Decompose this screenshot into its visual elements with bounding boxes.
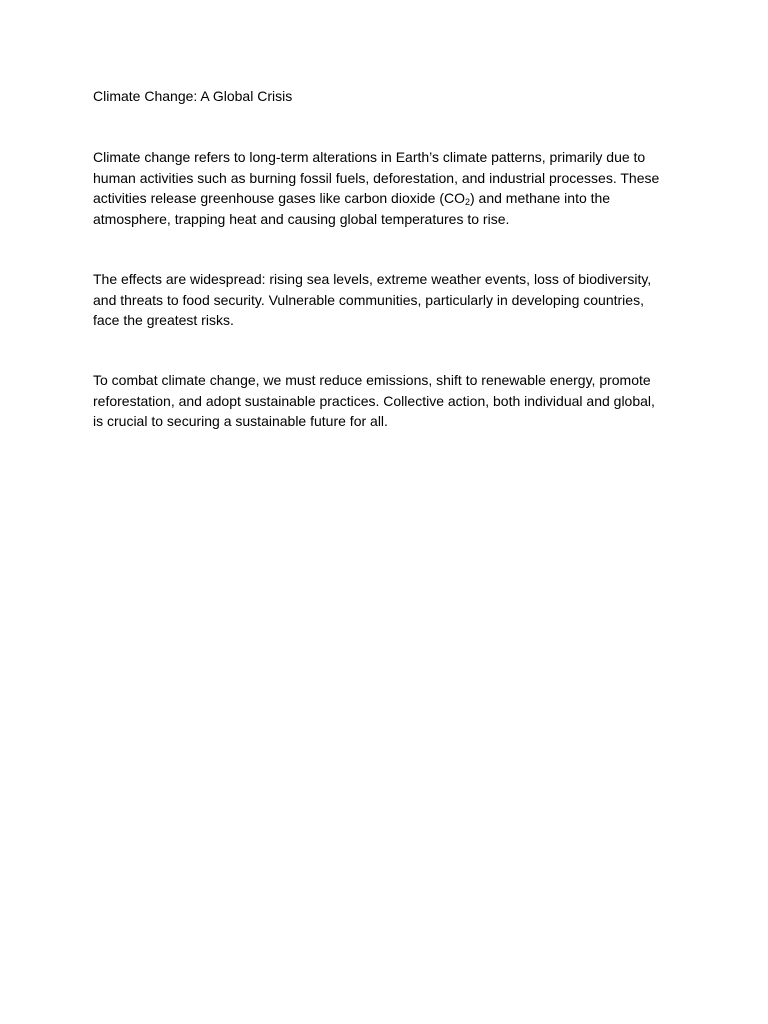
paragraph-effects bbox=[93, 269, 683, 331]
paragraph-line: and threats to food security. Vulnerable communities, particularly in developing countries, bbox=[93, 291, 644, 308]
subscript-two: 2 bbox=[464, 197, 470, 207]
line-text: activities release greenhouse gases like carbon dioxide (CO bbox=[93, 190, 465, 206]
paragraph-line: The effects are widespread: rising sea levels, extreme weather events, loss of biodiversity, bbox=[93, 271, 652, 287]
paragraph-line: face the greatest risks. bbox=[93, 312, 234, 328]
paragraph-line: To combat climate change, we must reduce emissions, shift to renewable energy, promote bbox=[93, 372, 651, 388]
paragraph-causes bbox=[93, 147, 683, 229]
paragraph-line: is crucial to securing a sustainable future for all. bbox=[93, 413, 388, 429]
paragraph-line: Climate change refers to long-term alterations in Earth’s climate patterns, primarily due to bbox=[93, 149, 646, 165]
paragraph-line: atmosphere, trapping heat and causing global temperatures to rise. bbox=[93, 210, 510, 227]
paragraph-line: reforestation, and adopt sustainable practices. Collective action, both individual and global, bbox=[93, 392, 655, 409]
document-title: Climate Change: A Global Crisis bbox=[93, 88, 293, 104]
line-text: ) and methane into the bbox=[470, 190, 611, 206]
paragraph-solutions bbox=[93, 370, 683, 432]
paragraph-line: human activities such as burning fossil fuels, deforestation, and industrial processes. These bbox=[93, 169, 660, 186]
paragraph-line bbox=[93, 188, 683, 209]
